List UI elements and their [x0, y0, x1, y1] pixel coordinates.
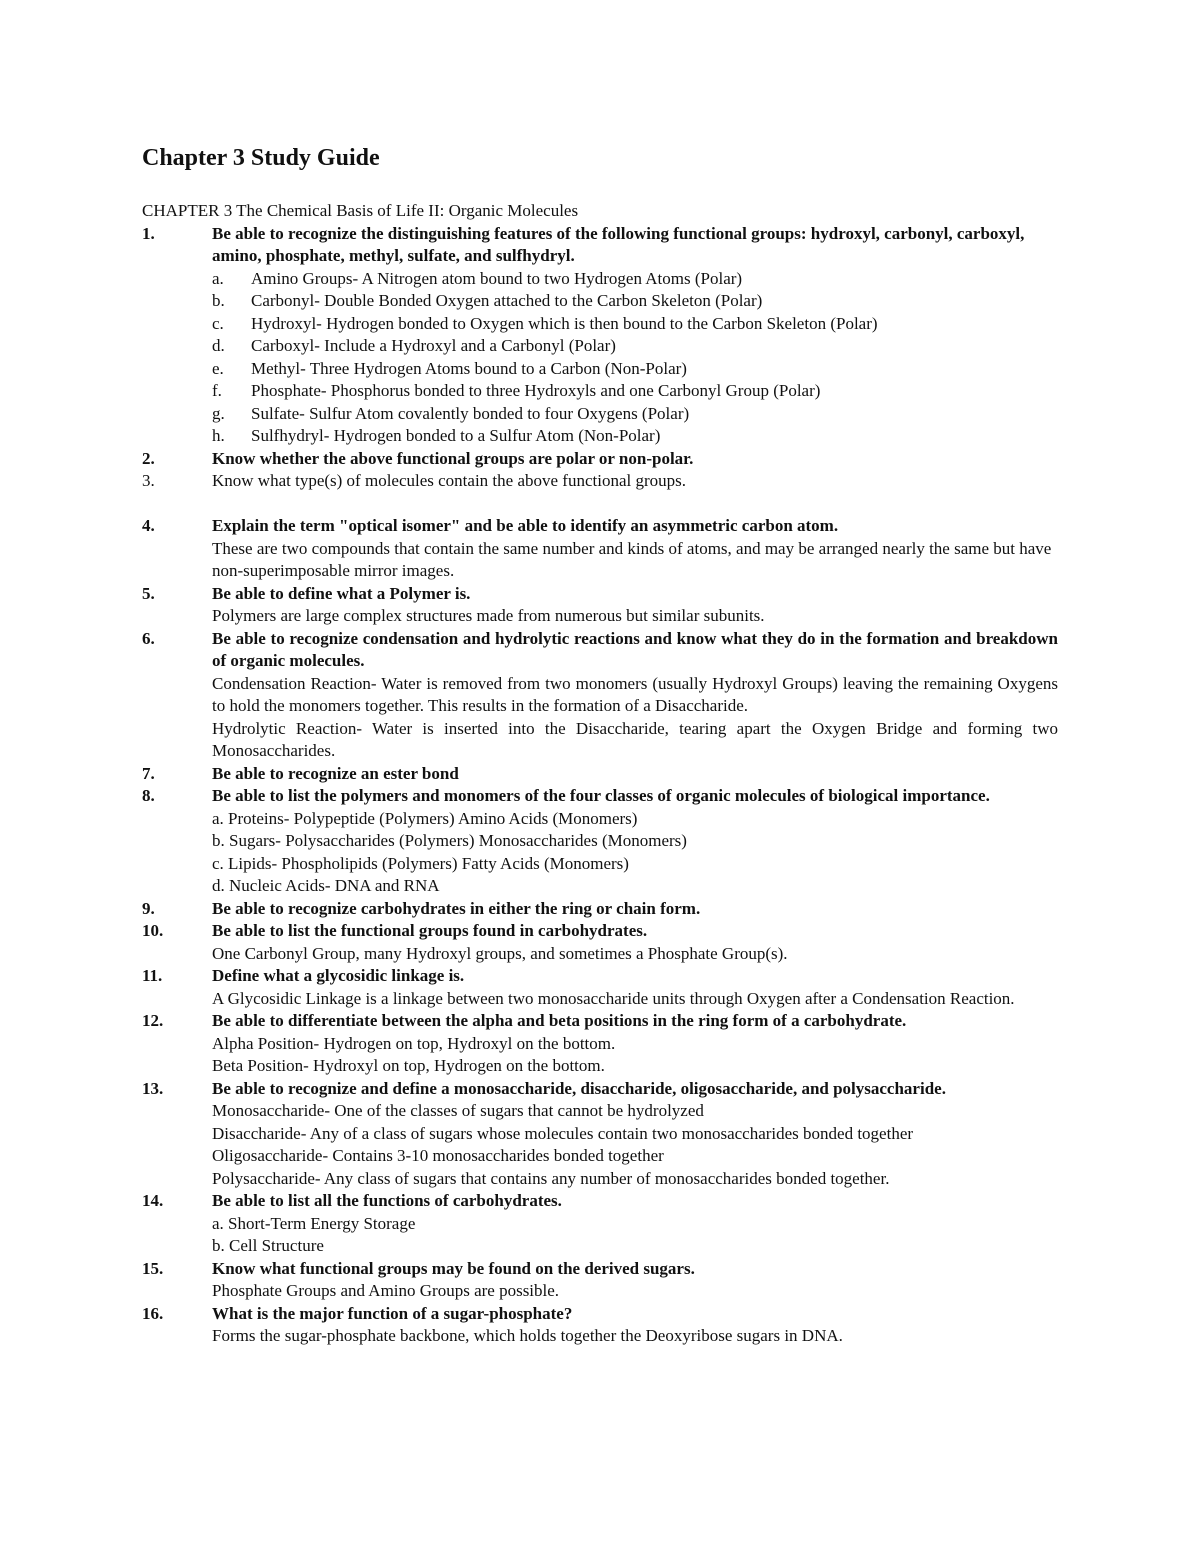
answer-text: Forms the sugar-phosphate backbone, which holds together the Deoxyribose sugars in DNA.: [212, 1326, 843, 1345]
question-number: 13.: [142, 1078, 164, 1098]
page-title: Chapter 3 Study Guide: [142, 145, 380, 171]
answer-text: Beta Position- Hydroxyl on top, Hydrogen on the bottom.: [212, 1056, 605, 1075]
chapter-subtitle: CHAPTER 3 The Chemical Basis of Life II: Organic Molecules: [142, 201, 579, 220]
answer-text: Phosphate Groups and Amino Groups are possible.: [212, 1281, 560, 1300]
answer-text: Polymers are large complex structures made from numerous but similar subunits.: [212, 606, 765, 625]
question-5: [142, 583, 1058, 628]
answer-text: These are two compounds that contain the same number and kinds of atoms, and may be arranged nearly the same but have non-superimposable mirror images.: [212, 538, 1052, 580]
question-10: [142, 920, 1058, 965]
question-number: 6.: [142, 628, 155, 648]
question-number: 11.: [142, 966, 163, 985]
blank-line: [142, 493, 1058, 516]
question-number: 2.: [142, 448, 155, 468]
list-item: a. Proteins- Polypeptide (Polymers) Amino Acids (Monomers): [212, 808, 638, 828]
question-4: [142, 515, 1058, 583]
question-number: 14.: [142, 1191, 164, 1210]
question-13: [142, 1078, 1058, 1191]
question-text: Be able to recognize carbohydrates in either the ring or chain form.: [212, 898, 701, 918]
question-7: [142, 763, 1058, 786]
question-number: 10.: [142, 921, 164, 940]
question-number: 16.: [142, 1303, 164, 1323]
question-text: Be able to recognize the distinguishing features of the following functional groups: hydroxyl, carbonyl, carboxyl, amino, phosphate, methyl, sulfate, and sulfhydryl.: [212, 223, 1025, 265]
question-text: Be able to define what a Polymer is.: [212, 583, 471, 603]
question-number: 5.: [142, 583, 155, 603]
answer-text: Oligosaccharide- Contains 3-10 monosaccharides bonded together: [212, 1146, 664, 1165]
answer-text: Alpha Position- Hydrogen on top, Hydroxyl on the bottom.: [212, 1033, 616, 1053]
question-12: [142, 1010, 1058, 1078]
question-text: Be able to list all the functions of carbohydrates.: [212, 1191, 562, 1210]
question-2: [142, 448, 1058, 471]
question-text: Know whether the above functional groups are polar or non-polar.: [212, 448, 694, 468]
question-number: 4.: [142, 516, 155, 535]
question-text: Be able to recognize and define a monosaccharide, disaccharide, oligosaccharide, and polysaccharide.: [212, 1078, 946, 1098]
question-text: Be able to recognize an ester bond: [212, 763, 459, 783]
list-item: b. Cell Structure: [212, 1236, 324, 1255]
question-number: 12.: [142, 1011, 164, 1030]
question-text: Be able to recognize condensation and hydrolytic reactions and know what they do in the formation and breakdown of organic molecules.: [212, 628, 1058, 670]
question-6: [142, 628, 1058, 763]
question-8: [142, 785, 1058, 898]
question-number: 8.: [142, 786, 155, 805]
question-text: Be able to differentiate between the alpha and beta positions in the ring form of a carbohydrate.: [212, 1011, 907, 1030]
question-text: Know what functional groups may be found on the derived sugars.: [212, 1258, 695, 1278]
list-item: c. Lipids- Phospholipids (Polymers) Fatty Acids (Monomers): [212, 853, 629, 873]
answer-text: Disaccharide- Any of a class of sugars whose molecules contain two monosaccharides bonded together: [212, 1123, 914, 1143]
list-item: e. Methyl- Three Hydrogen Atoms bound to a Carbon (Non-Polar): [212, 358, 687, 378]
list-item: h. Sulfhydryl- Hydrogen bonded to a Sulfur Atom (Non-Polar): [212, 426, 661, 445]
answer-text: Polysaccharide- Any class of sugars that contains any number of monosaccharides bonded together.: [212, 1168, 890, 1188]
question-11: [142, 965, 1058, 1010]
question-1: [142, 223, 1058, 448]
list-item: g. Sulfate- Sulfur Atom covalently bonded to four Oxygens (Polar): [212, 403, 690, 423]
question-14: [142, 1190, 1058, 1258]
question-15: [142, 1258, 1058, 1303]
answer-text: One Carbonyl Group, many Hydroxyl groups, and sometimes a Phosphate Group(s).: [212, 943, 788, 963]
answer-text: Condensation Reaction- Water is removed from two monomers (usually Hydroxyl Groups) leaving the remaining Oxygens to hold the monomers together. This results in the formation of a Disaccharide.: [212, 673, 1058, 715]
question-text: Be able to list the polymers and monomers of the four classes of organic molecules of biological importance.: [212, 786, 990, 805]
question-text: Know what type(s) of molecules contain the above functional groups.: [212, 471, 686, 490]
list-item: a. Amino Groups- A Nitrogen atom bound to two Hydrogen Atoms (Polar): [212, 268, 743, 288]
answer-text: A Glycosidic Linkage is a linkage between two monosaccharide units through Oxygen after a Condensation Reaction.: [212, 988, 1015, 1008]
question-text: Be able to list the functional groups found in carbohydrates.: [212, 921, 648, 940]
question-text: Explain the term "optical isomer" and be able to identify an asymmetric carbon atom.: [212, 516, 839, 535]
question-number: 3.: [142, 471, 155, 490]
study-guide-content: [142, 200, 1058, 1348]
answer-text: Monosaccharide- One of the classes of sugars that cannot be hydrolyzed: [212, 1101, 704, 1120]
list-item: c. Hydroxyl- Hydrogen bonded to Oxygen which is then bound to the Carbon Skeleton (Polar): [212, 313, 878, 333]
question-number: 15.: [142, 1258, 164, 1278]
question-number: 1.: [142, 223, 155, 243]
list-item: a. Short-Term Energy Storage: [212, 1213, 416, 1233]
list-item: d. Nucleic Acids- DNA and RNA: [212, 876, 440, 895]
list-item: b. Carbonyl- Double Bonded Oxygen attached to the Carbon Skeleton (Polar): [212, 291, 763, 310]
answer-text: Hydrolytic Reaction- Water is inserted into the Disaccharide, tearing apart the Oxygen Bridge and forming two Monosaccharides.: [212, 718, 1058, 760]
list-item: b. Sugars- Polysaccharides (Polymers) Monosaccharides (Monomers): [212, 831, 687, 850]
question-3: [142, 470, 1058, 493]
list-item: f. Phosphate- Phosphorus bonded to three Hydroxyls and one Carbonyl Group (Polar): [212, 381, 821, 400]
list-item: d. Carboxyl- Include a Hydroxyl and a Carbonyl (Polar): [212, 336, 616, 355]
question-16: [142, 1303, 1058, 1348]
question-number: 9.: [142, 898, 155, 918]
question-text: Define what a glycosidic linkage is.: [212, 966, 465, 985]
question-9: [142, 898, 1058, 921]
question-text: What is the major function of a sugar-phosphate?: [212, 1303, 573, 1323]
question-number: 7.: [142, 763, 155, 783]
